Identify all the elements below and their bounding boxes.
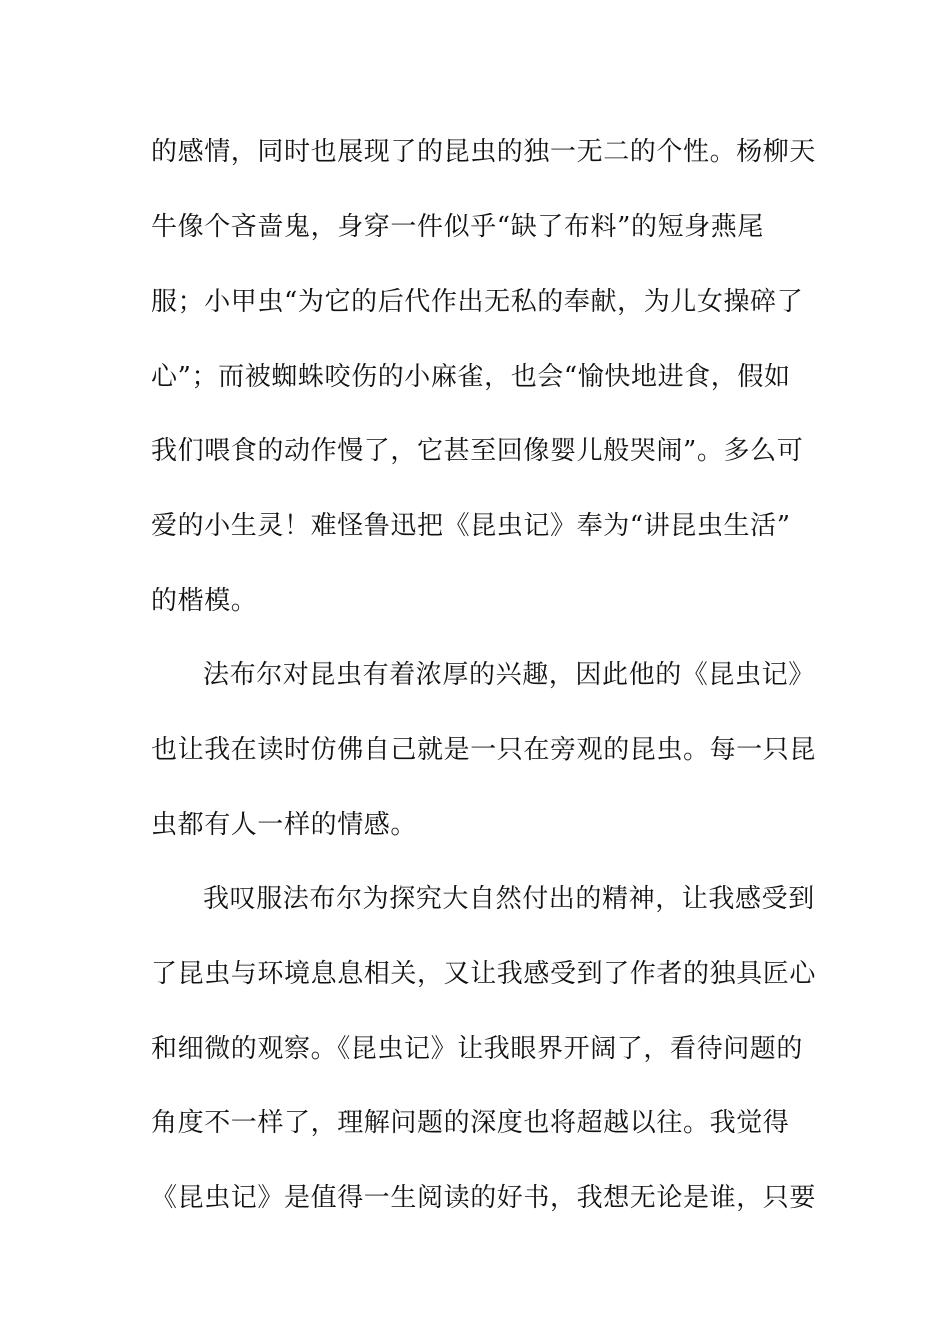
- text-line: 的楷模。: [151, 586, 258, 616]
- text-line: 牛像个吝啬鬼，身穿一件似乎“缺了布料”的短身燕尾: [151, 212, 764, 242]
- text-line: 服；小甲虫“为它的后代作出无私的奉献，为儿女操碎了: [151, 287, 804, 317]
- text-line: 虫都有人一样的情感。: [151, 810, 418, 840]
- text-line: 的感情，同时也展现了的昆虫的独一无二的个性。杨柳天: [151, 137, 817, 167]
- text-line: 了昆虫与环境息息相关，又让我感受到了作者的独具匠心: [151, 959, 817, 989]
- text-line: 也让我在读时仿佛自己就是一只在旁观的昆虫。每一只昆: [151, 735, 817, 765]
- text-line: 爱的小生灵！难怪鲁迅把《昆虫记》奉为“讲昆虫生活”: [151, 511, 791, 541]
- text-line: 我们喂食的动作慢了，它甚至回像婴儿般哭闹”。多么可: [151, 436, 804, 466]
- text-line: 角度不一样了，理解问题的深度也将超越以往。我觉得: [151, 1108, 790, 1138]
- paragraph-first-line: 法布尔对昆虫有着浓厚的兴趣，因此他的《昆虫记》: [203, 660, 815, 690]
- text-line: 心”；而被蜘蛛咬伤的小麻雀，也会“愉快地进食，假如: [151, 362, 791, 392]
- text-line: 《昆虫记》是值得一生阅读的好书，我想无论是谁，只要: [151, 1183, 817, 1213]
- paragraph-first-line: 我叹服法布尔为探究大自然付出的精神，让我感受到: [203, 884, 815, 914]
- text-line: 和细微的观察。《昆虫记》让我眼界开阔了，看待问题的: [151, 1034, 804, 1064]
